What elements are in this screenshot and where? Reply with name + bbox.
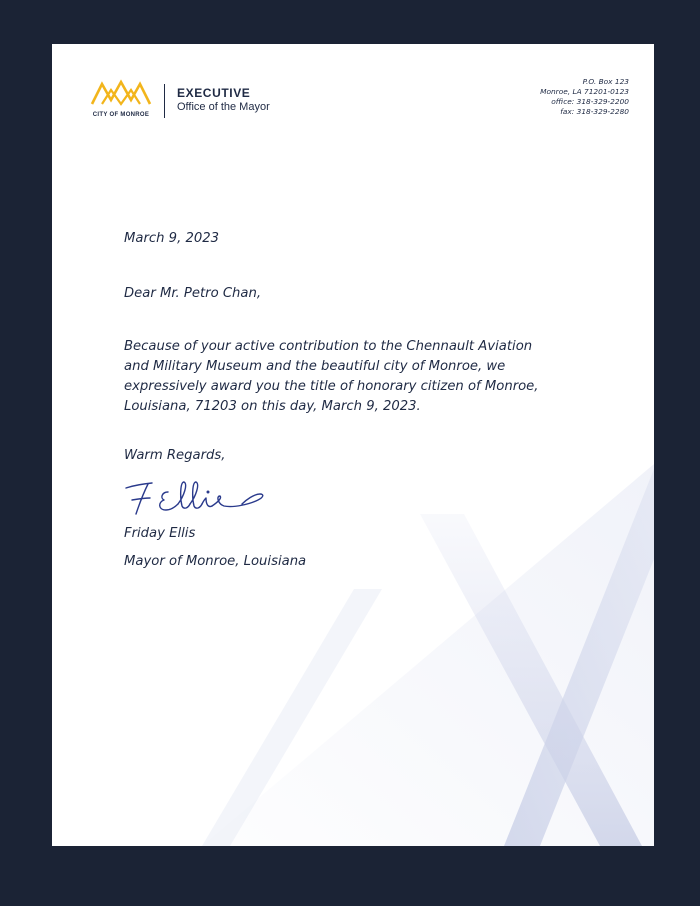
body-line: expressively award you the title of honorary citizen of Monroe, <box>124 379 539 394</box>
closing: Warm Regards, <box>124 448 226 463</box>
letter-page <box>52 44 654 846</box>
letter-date: March 9, 2023 <box>124 231 220 246</box>
x-watermark-graphic <box>52 44 654 846</box>
city-mountains-logo-icon <box>90 78 152 108</box>
salutation: Dear Mr. Petro Chan, <box>124 286 262 301</box>
office-subtitle: Office of the Mayor <box>177 101 270 113</box>
signer-title: Mayor of Monroe, Louisiana <box>124 554 307 569</box>
letter-body <box>124 337 539 417</box>
contact-block <box>540 77 629 117</box>
fax-number: fax: 318-329-2280 <box>560 107 629 116</box>
letterhead-divider <box>164 84 165 118</box>
city-state-zip: Monroe, LA 71201-0123 <box>540 87 629 96</box>
body-line: Louisiana, 71203 on this day, March 9, 2023. <box>124 399 421 414</box>
body-line: Because of your active contribution to the Chennault Aviation <box>124 339 533 354</box>
signer-name: Friday Ellis <box>124 526 196 541</box>
logo-caption: CITY OF MONROE <box>92 112 150 118</box>
body-line: and Military Museum and the beautiful city of Monroe, we <box>124 359 506 374</box>
po-box: P.O. Box 123 <box>582 77 629 86</box>
department-title: EXECUTIVE <box>177 86 251 100</box>
handwritten-signature <box>118 474 278 524</box>
office-phone: office: 318-329-2200 <box>551 97 629 106</box>
